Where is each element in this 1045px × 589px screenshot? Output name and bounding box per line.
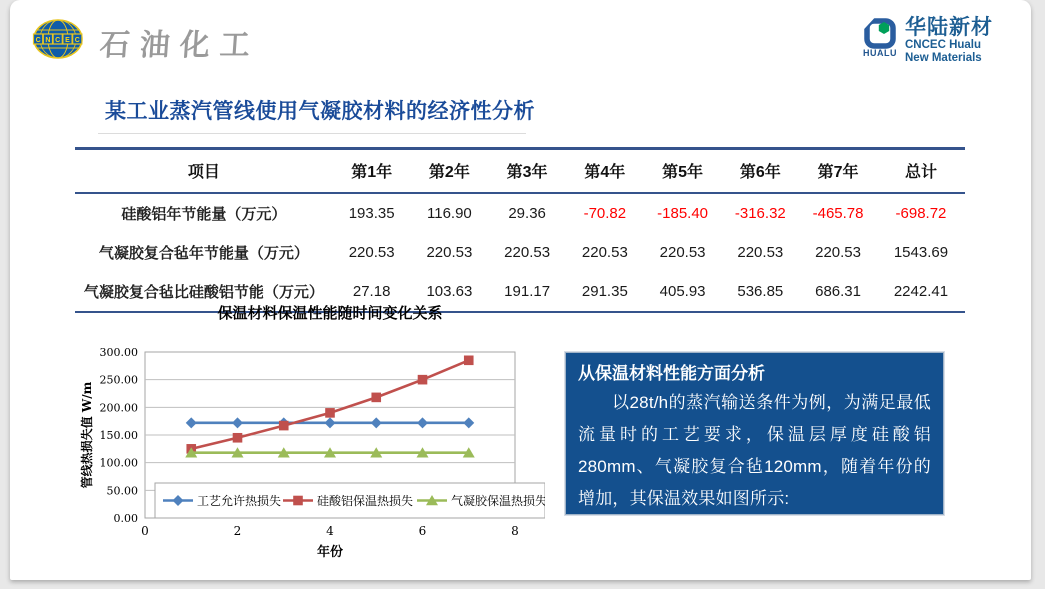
results-table: [75, 147, 965, 313]
table-header-row: [75, 149, 965, 194]
column-header: 第2年: [411, 149, 489, 194]
y-tick-label: 150.00: [99, 429, 138, 442]
data-point-square: [279, 421, 289, 431]
hualu-cn-text: 华陆新材: [905, 16, 993, 39]
row-label: 气凝胶复合毡年节能量（万元）: [98, 245, 309, 262]
table-cell: 220.53: [815, 244, 861, 261]
chart-title: 保温材料保温性能随时间变化关系: [217, 304, 443, 322]
svg-text:N: N: [45, 37, 51, 45]
column-header: 第3年: [488, 149, 566, 194]
table-cell: 220.53: [348, 244, 395, 261]
table-row: [75, 193, 965, 233]
svg-text:C: C: [35, 37, 41, 45]
cncec-logo: [32, 18, 260, 65]
table-cell: 220.53: [426, 244, 473, 261]
data-point-diamond: [463, 417, 474, 428]
series-diamond: [186, 417, 475, 428]
table-cell: 116.90: [427, 205, 472, 222]
table-cell: 2242.41: [893, 283, 949, 300]
table-cell: 220.53: [581, 244, 628, 261]
table-cell: 29.36: [508, 205, 546, 222]
data-point-diamond: [417, 417, 428, 428]
data-point-diamond: [232, 417, 243, 428]
data-point-diamond: [186, 417, 197, 428]
data-point-square: [371, 393, 381, 403]
column-header: 第7年: [799, 149, 877, 194]
table-cell: 193.35: [348, 205, 395, 222]
economics-table-wrap: [75, 147, 965, 313]
analysis-body: 以28t/h的蒸汽输送条件为例，为满足最低流量时的工艺要求，保温层厚度硅酸铝280mm、气凝胶复合毡120mm，随着年份的增加，其保温效果如图所示:: [578, 393, 931, 508]
data-point-square: [418, 375, 428, 385]
table-cell: 191.17: [504, 283, 551, 300]
petro-chem-wordmark: 石油化工: [98, 27, 261, 63]
y-tick-label: 0.00: [113, 512, 138, 525]
analysis-info-box: [565, 352, 944, 515]
table-cell: -698.72: [895, 205, 947, 222]
column-header: 第4年: [566, 149, 644, 194]
y-tick-label: 200.00: [99, 401, 138, 415]
data-point-square: [325, 408, 335, 418]
y-tick-label: 300.00: [99, 346, 138, 359]
table-cell: 103.63: [426, 283, 473, 300]
x-tick-label: 2: [233, 524, 242, 538]
y-axis-label: 管线热损失值 W/m: [80, 381, 94, 489]
column-header: 第1年: [333, 149, 411, 194]
analysis-title: 从保温材料性能方面分析: [578, 364, 765, 383]
legend-label: 气凝胶保温热损失: [451, 494, 545, 508]
y-tick-label: 100.00: [99, 456, 138, 470]
table-cell: -70.82: [583, 205, 627, 222]
table-cell: 220.53: [737, 244, 784, 261]
svg-text:C: C: [74, 37, 80, 45]
table-cell: 1543.69: [893, 244, 949, 261]
data-point-diamond: [325, 417, 336, 428]
series-triangle: [185, 447, 475, 457]
x-tick-label: 8: [511, 524, 519, 538]
table-cell: -465.78: [812, 205, 864, 222]
table-cell: 27.18: [352, 283, 391, 300]
column-header: 第6年: [721, 149, 799, 194]
chart-legend: [155, 483, 545, 518]
table-cell: 220.53: [659, 244, 706, 261]
table-cell: -316.32: [734, 205, 786, 222]
series-square: [186, 356, 473, 454]
table-cell: 291.35: [581, 283, 628, 300]
hualu-en-line1: CNCEC Hualu: [905, 39, 982, 51]
hualu-en-line2: New Materials: [905, 52, 982, 64]
legend-label: 工艺允许热损失: [197, 494, 282, 508]
data-point-square: [464, 356, 474, 366]
cncec-globe-icon: [32, 18, 84, 65]
x-tick-label: 4: [326, 524, 334, 538]
svg-text:E: E: [65, 37, 70, 45]
slide: [10, 0, 1031, 580]
hualu-mark-icon: HUALU: [862, 16, 898, 58]
x-axis-label: 年份: [316, 545, 344, 560]
table-cell: 686.31: [815, 283, 861, 300]
column-header: 第5年: [644, 149, 722, 194]
row-label: 硅酸铝年节能量（万元）: [121, 206, 287, 223]
column-header: 总计: [877, 149, 965, 194]
page-title: 某工业蒸汽管线使用气凝胶材料的经济性分析: [105, 100, 535, 123]
table-cell: 220.53: [504, 244, 551, 261]
table-cell: 405.93: [659, 283, 706, 300]
insulation-performance-chart: [65, 298, 545, 564]
table-cell: 536.85: [737, 283, 784, 300]
table-cell: -185.40: [657, 205, 709, 222]
hualu-wordmark: [905, 16, 993, 65]
y-tick-label: 250.00: [99, 373, 138, 387]
x-tick-label: 0: [141, 524, 149, 538]
data-point-square: [233, 433, 243, 443]
data-point-square: [293, 496, 303, 506]
hualu-logo: [862, 16, 993, 65]
y-tick-label: 50.00: [106, 484, 138, 498]
row-label: 气凝胶复合毡比硅酸铝节能（万元）: [83, 284, 324, 301]
table-row: [75, 233, 965, 272]
legend-label: 硅酸铝保温热损失: [317, 494, 414, 508]
svg-text:C: C: [55, 37, 61, 45]
column-header: 项目: [75, 149, 333, 194]
data-point-diamond: [371, 417, 382, 428]
title-underline: [98, 133, 526, 134]
x-tick-label: 6: [418, 524, 427, 538]
